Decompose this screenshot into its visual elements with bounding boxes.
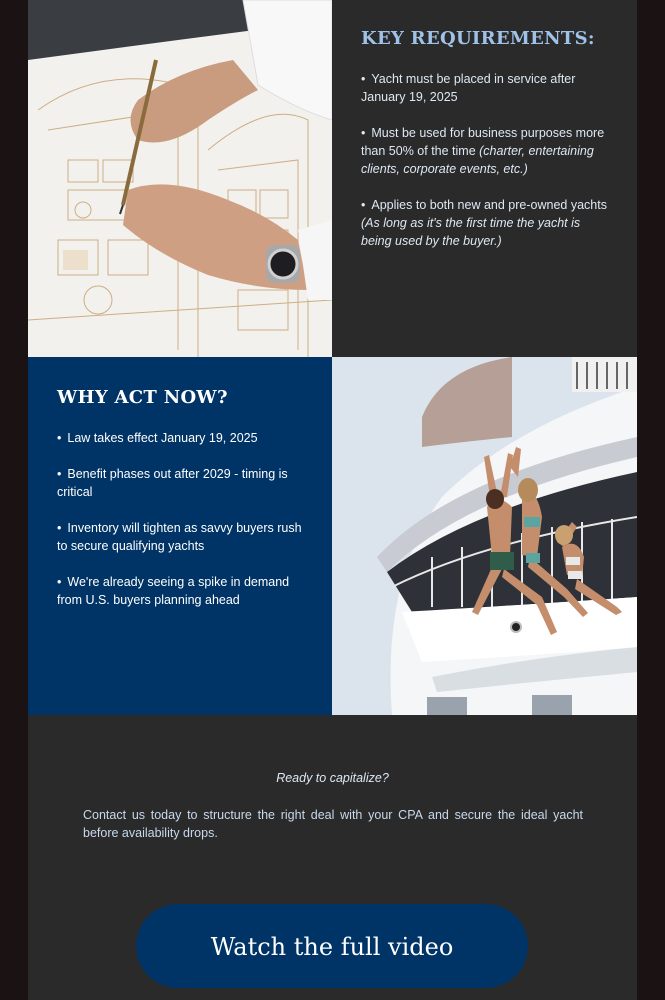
list-item: • Yacht must be placed in service after January 19, 2025 bbox=[361, 72, 576, 104]
watch-video-button[interactable]: Watch the full video bbox=[136, 904, 528, 988]
bullet-icon: • bbox=[57, 467, 62, 481]
contact-text: Contact us today to structure the right deal with your CPA and secure the ideal yacht before availability drops. bbox=[83, 808, 583, 840]
why-list bbox=[57, 429, 312, 627]
cta-section bbox=[28, 715, 637, 1000]
why-act-row bbox=[28, 357, 637, 715]
list-item: • Benefit phases out after 2029 - timing is critical bbox=[57, 467, 288, 499]
bullet-icon: • bbox=[361, 72, 366, 86]
key-requirements-panel bbox=[332, 0, 637, 357]
bullet-icon: • bbox=[57, 431, 62, 445]
why-act-now-panel bbox=[28, 357, 332, 715]
list-item: • Inventory will tighten as savvy buyers rush to secure qualifying yachts bbox=[57, 521, 302, 553]
yacht-jump-photo bbox=[332, 357, 637, 715]
list-item: • Must be used for business purposes more than 50% of the time (charter, entertaining clients, corporate events, etc.) bbox=[361, 126, 605, 176]
blueprint-photo bbox=[28, 0, 332, 357]
ready-tagline: Ready to capitalize? bbox=[276, 771, 389, 785]
key-requirements-heading: KEY REQUIREMENTS: bbox=[361, 28, 595, 49]
requirements-list bbox=[361, 70, 611, 268]
requirements-row bbox=[28, 0, 637, 357]
why-act-now-heading: WHY ACT NOW? bbox=[57, 387, 228, 408]
bullet-icon: • bbox=[361, 126, 366, 140]
bullet-icon: • bbox=[57, 521, 62, 535]
bullet-icon: • bbox=[361, 198, 366, 212]
email-body bbox=[28, 0, 637, 1000]
list-item: • Applies to both new and pre-owned yachts (As long as it's the first time the yacht is being used by the buyer.) bbox=[361, 198, 607, 248]
bullet-icon: • bbox=[57, 575, 62, 589]
list-item: • We're already seeing a spike in demand from U.S. buyers planning ahead bbox=[57, 575, 290, 607]
list-item: • Law takes effect January 19, 2025 bbox=[57, 431, 258, 445]
